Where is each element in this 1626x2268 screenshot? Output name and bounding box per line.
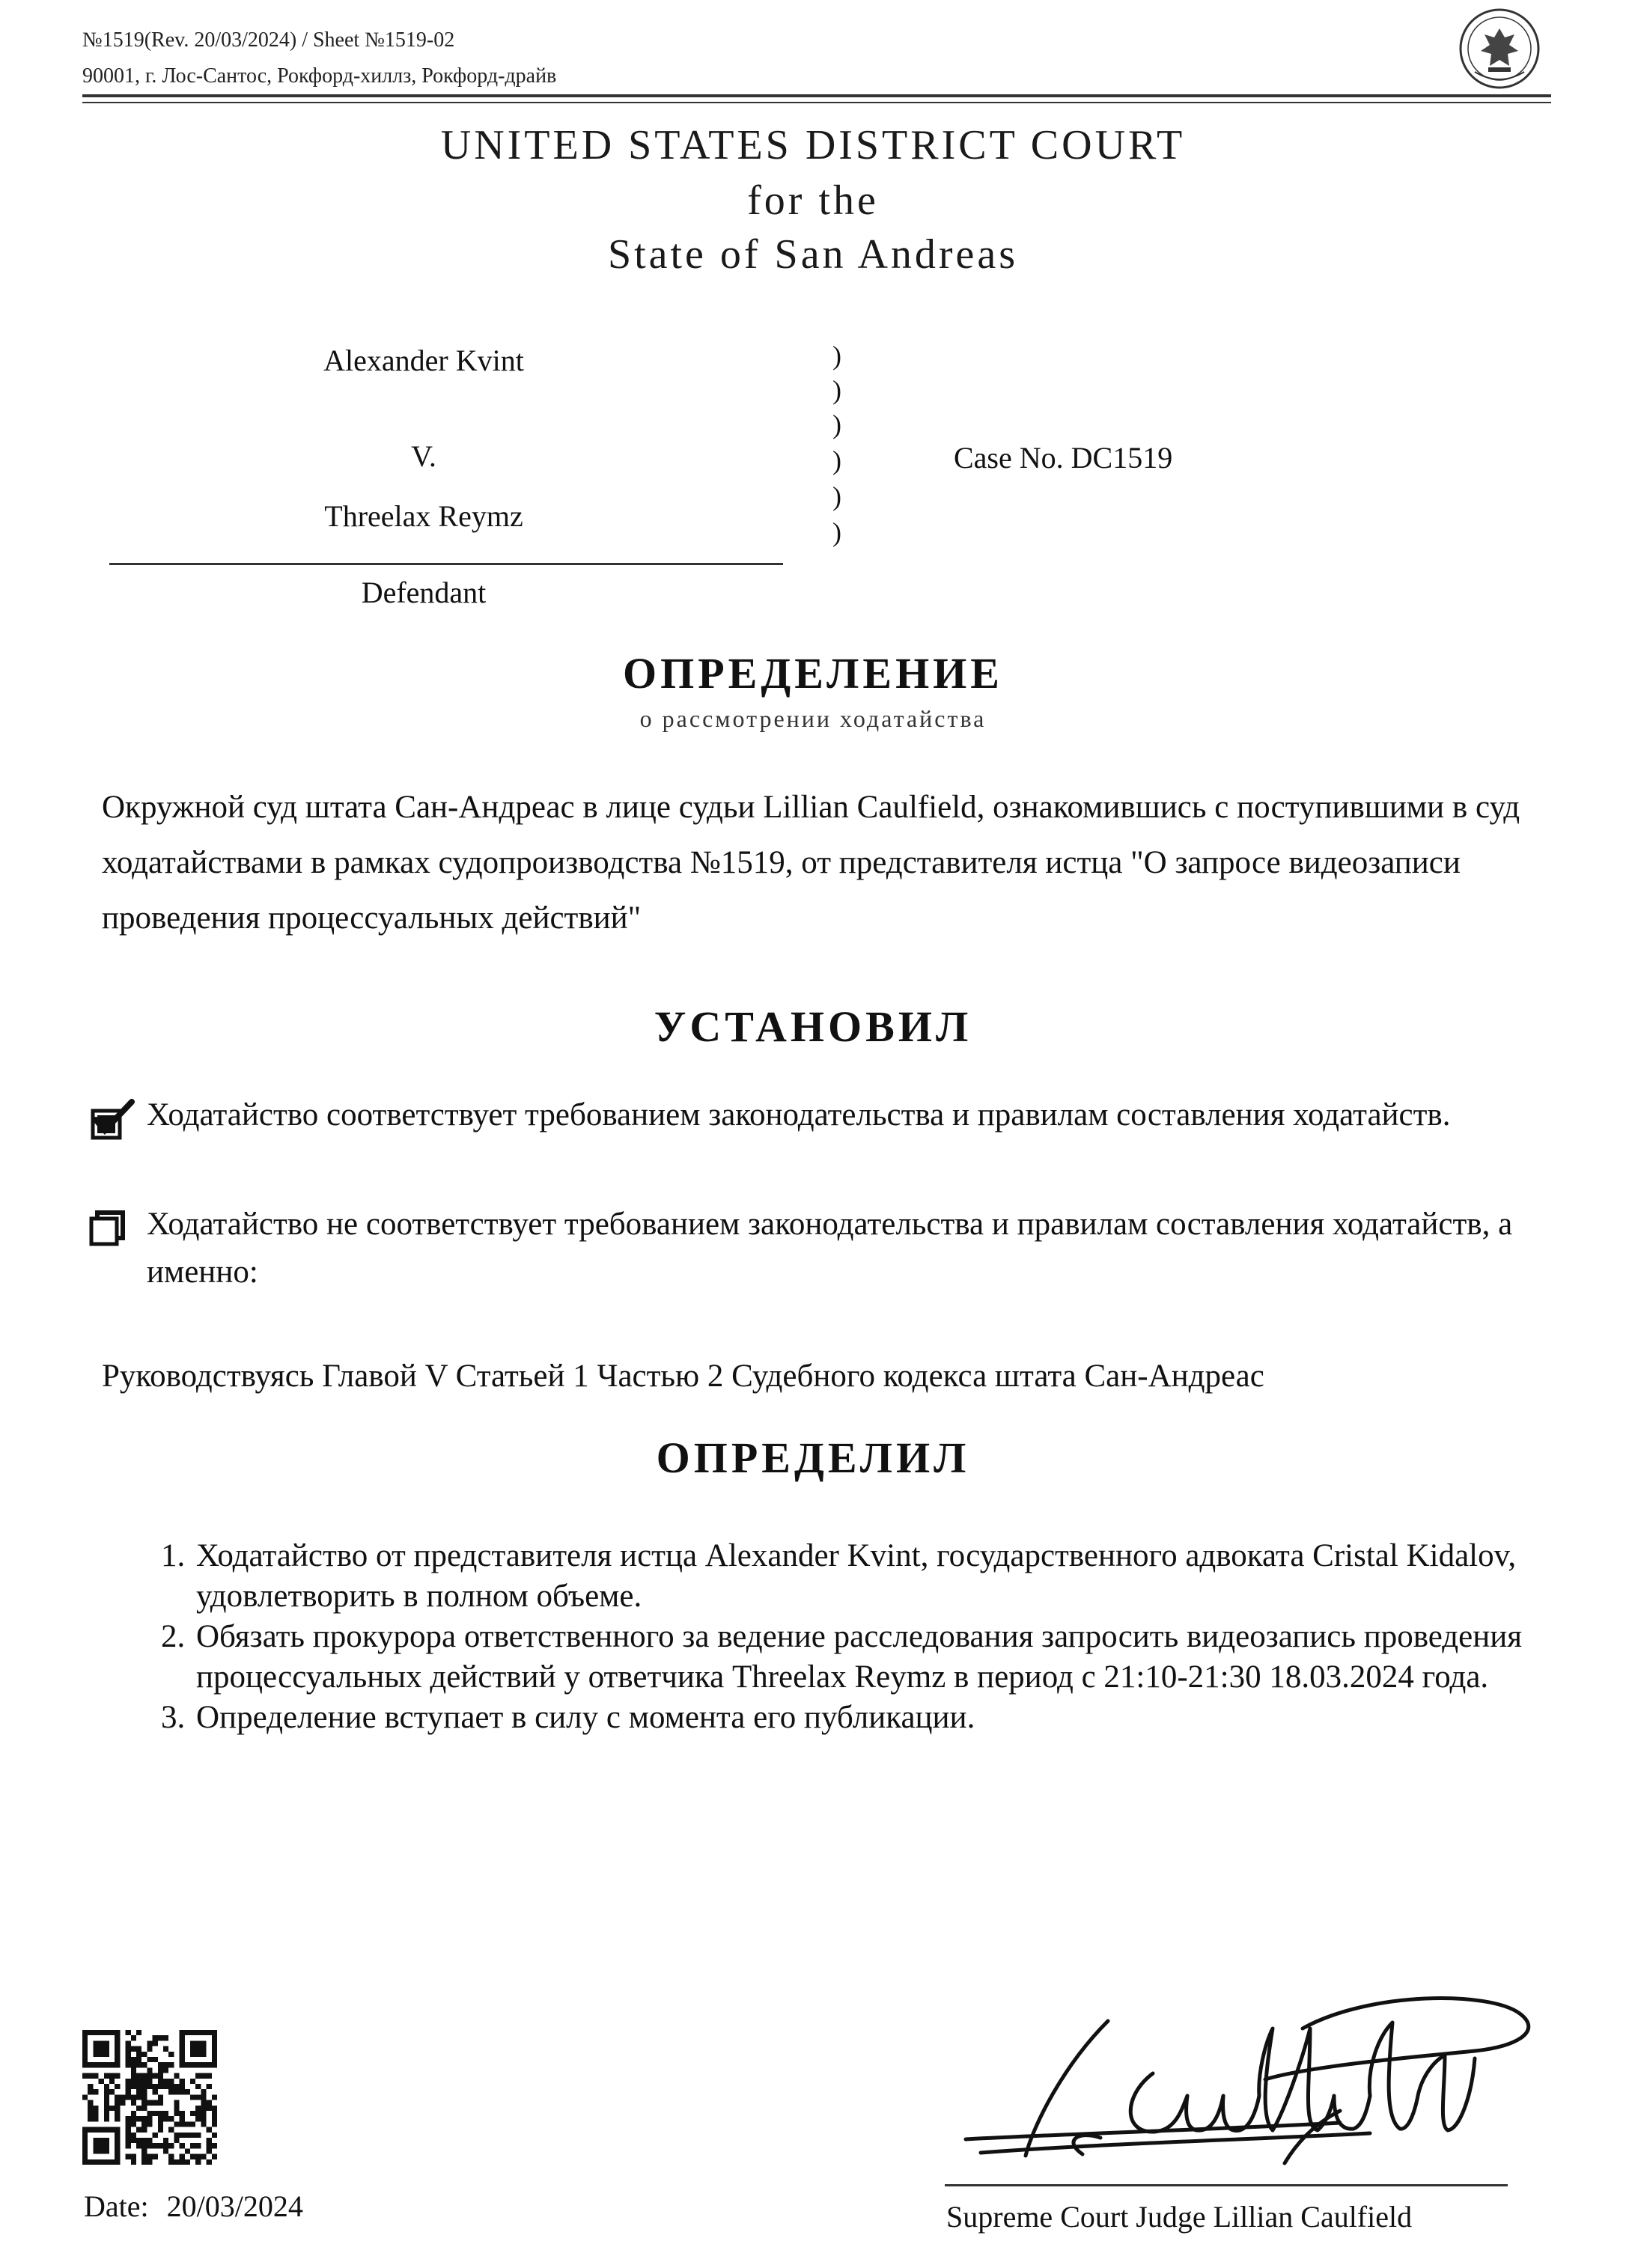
established-option-text: Ходатайство соответствует требованием законодательства и правилам составления ходатайств. — [147, 1097, 1451, 1133]
court-name-line2: for the — [747, 177, 879, 224]
checked-checkbox-icon — [88, 1097, 135, 1144]
defendant-label: Defendant — [361, 576, 487, 609]
qr-code-icon — [82, 2030, 217, 2165]
defendant-name: Threelax Reymz — [324, 499, 523, 533]
document-title: ОПРЕДЕЛЕНИЕ — [623, 649, 1003, 698]
court-name-line1: UNITED STATES DISTRICT COURT — [440, 122, 1186, 168]
signature-caption: Supreme Court Judge Lillian Caulfield — [946, 2200, 1413, 2234]
date-value: 20/03/2024 — [166, 2189, 303, 2223]
plaintiff-name: Alexander Kvint — [323, 344, 524, 377]
court-name-line3: State of San Andreas — [607, 231, 1019, 278]
document-subtitle: о рассмотрении ходатайства — [639, 705, 987, 732]
caption-paren: ) — [832, 445, 841, 475]
caption-rule — [109, 563, 783, 565]
decided-heading: ОПРЕДЕЛИЛ — [656, 1433, 970, 1482]
court-seal-icon — [1458, 7, 1541, 90]
unchecked-checkbox-icon — [88, 1210, 129, 1250]
established-option-text: Ходатайство не соответствует требованием законодательства и правилам составления ходатайств, а именно: — [147, 1207, 1513, 1290]
caption-paren: ) — [832, 481, 841, 511]
established-heading: УСТАНОВИЛ — [654, 1002, 972, 1051]
legal-basis: Руководствуясь Главой V Статьей 1 Частью 2 Судебного кодекса штата Сан-Андреас — [102, 1359, 1264, 1394]
case-number: Case No. DC1519 — [954, 441, 1173, 475]
intro-paragraph: Окружной суд штата Сан-Андреас в лице судьи Lillian Caulfield, ознакомившись с поступившими в суд ходатайствами в рамках судопроизводства №1519, от представителя истца "О запросе видеозаписи проведения процессуальных действий" — [102, 790, 1520, 936]
judge-signature — [951, 1984, 1550, 2193]
header-rule-thick — [82, 94, 1551, 97]
caption-paren: ) — [832, 375, 841, 405]
decision-item: 3. Определение вступает в силу с момента его публикации. — [193, 1698, 1563, 1738]
caption-paren: ) — [832, 341, 841, 371]
caption-paren: ) — [832, 409, 841, 439]
court-address: 90001, г. Лос-Сантос, Рокфорд-хиллз, Рокфорд-драйв — [82, 64, 557, 88]
decision-list — [147, 1536, 1563, 1738]
header-rule-thin — [82, 102, 1551, 103]
signature-rule — [945, 2184, 1508, 2186]
versus-label: V. — [411, 439, 436, 473]
date-line — [84, 2189, 303, 2224]
decision-item: 2. Обязать прокурора ответственного за ведение расследования запросить видеозапись проведения процессуальных действий у ответчика Threelax Reymz в период с 21:10-21:30 18.03.2024 года. — [193, 1617, 1563, 1698]
date-label: Date: — [84, 2189, 149, 2223]
caption-paren: ) — [832, 517, 841, 547]
document-number: №1519(Rev. 20/03/2024) / Sheet №1519-02 — [82, 28, 455, 52]
decision-item: 1. Ходатайство от представителя истца Alexander Kvint, государственного адвоката Cristal Kidalov, удовлетворить в полном объеме. — [193, 1536, 1563, 1617]
